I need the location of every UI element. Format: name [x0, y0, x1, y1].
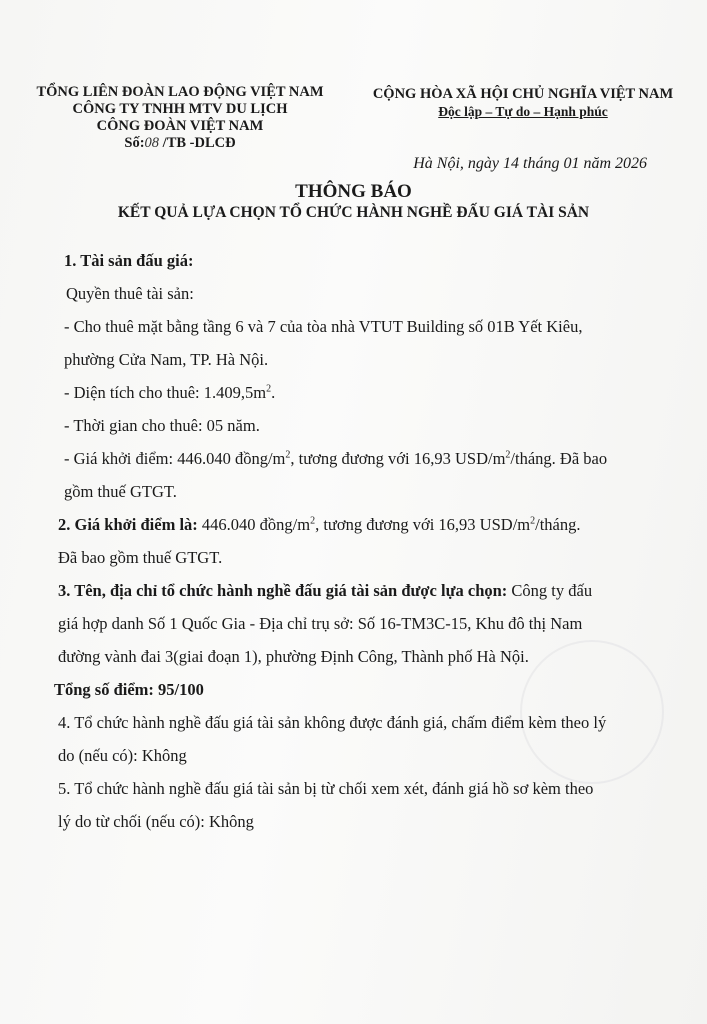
issuer-line-3: CÔNG ĐOÀN VIỆT NAM	[96, 118, 264, 134]
national-motto: Độc lập – Tự do – Hạnh phúc	[438, 104, 608, 119]
issuer-header	[30, 84, 330, 152]
section-4-line-b: do (nếu có): Không	[58, 746, 187, 765]
section-2-text-b: , tương đương với 16,93 USD/m	[315, 515, 531, 534]
section-3	[58, 574, 658, 607]
section-2-heading: 2. Giá khởi điểm là:	[58, 515, 198, 534]
section-2-sup-2: 2	[530, 515, 536, 527]
section-3-heading: 3. Tên, địa chỉ tổ chức hành nghề đấu giá tài sản được lựa chọn:	[58, 581, 508, 600]
number-prefix: Số:	[124, 135, 145, 151]
section-1-item-4	[58, 442, 658, 475]
section-4-line-a: 4. Tổ chức hành nghề đấu giá tài sản không được đánh giá, chấm điểm kèm theo lý	[58, 713, 607, 732]
section-3-text-c: đường vành đai 3(giai đoạn 1), phường Định Công, Thành phố Hà Nội.	[58, 647, 529, 666]
document-number	[30, 135, 330, 152]
section-2-text-c: /tháng.	[535, 515, 581, 534]
section-2-text-a: 446.040 đồng/m	[197, 515, 311, 534]
national-header	[358, 86, 688, 120]
number-handwritten: 08	[144, 135, 160, 151]
number-suffix: /TB -DLCĐ	[162, 135, 236, 151]
area-sup: 2	[266, 383, 272, 395]
section-3-text-a: Công ty đấu	[507, 581, 593, 600]
document-body	[54, 244, 658, 838]
section-5-line-a: 5. Tổ chức hành nghề đấu giá tài sản bị từ chối xem xét, đánh giá hồ sơ kèm theo	[58, 779, 594, 798]
section-1-item-4d: gồm thuế GTGT.	[64, 482, 177, 501]
total-score: Tổng số điểm: 95/100	[54, 680, 204, 699]
price-sup-2: 2	[505, 449, 511, 461]
area-end: .	[271, 383, 276, 402]
section-2-text-d: Đã bao gồm thuế GTGT.	[58, 548, 223, 567]
price-text-a: - Giá khởi điểm: 446.040 đồng/m	[64, 449, 286, 468]
section-1-item-1b: phường Cửa Nam, TP. Hà Nội.	[64, 350, 269, 369]
section-5-line-b: lý do từ chối (nếu có): Không	[58, 812, 254, 831]
section-3-text-b: giá hợp danh Số 1 Quốc Gia - Địa chỉ trụ sở: Số 16-TM3C-15, Khu đô thị Nam	[58, 614, 583, 633]
section-1-item-1a: - Cho thuê mặt bằng tầng 6 và 7 của tòa nhà VTUT Building số 01B Yết Kiêu,	[64, 317, 583, 336]
section-1-item-2	[58, 376, 658, 409]
section-2	[58, 508, 658, 541]
document-title: THÔNG BÁO	[295, 181, 412, 202]
section-1-item-3: - Thời gian cho thuê: 05 năm.	[64, 416, 260, 435]
section-2-sup-1: 2	[310, 515, 316, 527]
issuer-line-2: CÔNG TY TNHH MTV DU LỊCH	[72, 101, 288, 117]
price-text-c: /tháng. Đã bao	[510, 449, 608, 468]
area-text: - Diện tích cho thuê: 1.409,5m	[64, 383, 267, 402]
issuer-line-1: TỔNG LIÊN ĐOÀN LAO ĐỘNG VIỆT NAM	[36, 84, 324, 100]
date-line: Hà Nội, ngày 14 tháng 01 năm 2026	[413, 155, 647, 172]
price-text-b: , tương đương với 16,93 USD/m	[290, 449, 506, 468]
price-sup-1: 2	[285, 449, 291, 461]
document-subtitle: KẾT QUẢ LỰA CHỌN TỔ CHỨC HÀNH NGHỀ ĐẤU GIÁ TÀI SẢN	[117, 204, 590, 221]
section-1-heading: 1. Tài sản đấu giá:	[64, 251, 194, 270]
section-1-intro: Quyền thuê tài sản:	[66, 284, 194, 303]
national-title: CỘNG HÒA XÃ HỘI CHỦ NGHĨA VIỆT NAM	[372, 86, 674, 102]
